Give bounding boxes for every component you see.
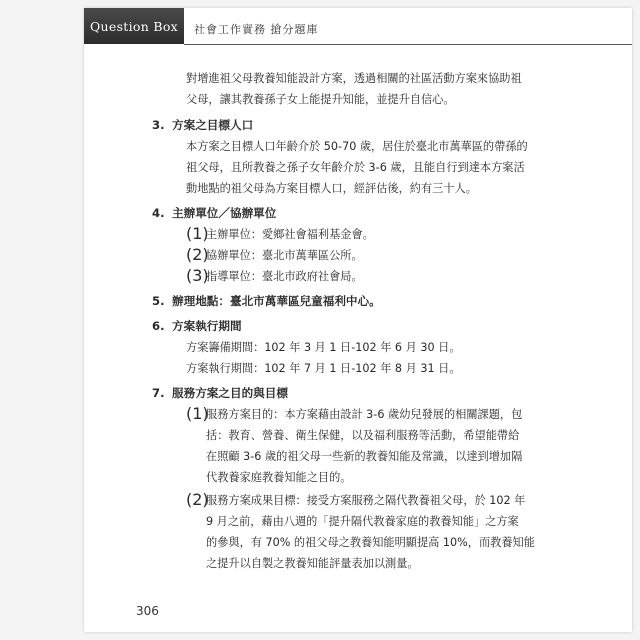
section-4 <box>152 202 582 287</box>
book-page <box>84 8 632 632</box>
page-content <box>152 68 582 574</box>
section-line: 方案執行期間：102 年 7 月 1 日-102 年 8 月 31 日。 <box>186 362 461 375</box>
section-number: 7. <box>152 386 165 400</box>
section-heading: 方案執行期間 <box>172 319 242 333</box>
intro-line: 對增進祖父母教養知能設計方案，透過相關的社區活動方案來協助祖 <box>186 72 522 85</box>
item-line: 服務方案目的：本方案藉由設計 3-6 歲幼兒發展的相關課題，包 <box>206 408 523 421</box>
item-label: (2) <box>186 490 209 509</box>
intro-line: 父母，讓其教養孫子女上能提升知能，並提升自信心。 <box>186 93 455 106</box>
section-heading: 服務方案之目的與目標 <box>172 386 288 400</box>
item-line: 之提升以自製之教養知能評量表加以測量。 <box>206 557 419 570</box>
list-item <box>172 490 582 574</box>
section-number: 6. <box>152 319 165 333</box>
item-line: 代教養家庭教養知能之目的。 <box>206 471 352 484</box>
section-number: 3. <box>152 118 165 132</box>
section-7 <box>152 382 582 574</box>
item-line: 括：教育、營養、衛生保健，以及福利服務等活動，希望能帶給 <box>206 429 520 442</box>
list-item <box>172 404 582 488</box>
section-line: 方案籌備期間：102 年 3 月 1 日-102 年 6 月 30 日。 <box>186 341 461 354</box>
list-item <box>172 224 582 245</box>
section-line: 動地點的祖父母為方案目標人口，經評估後，約有三十人。 <box>186 182 477 195</box>
tab-label: Question Box <box>89 18 179 34</box>
item-label: (2) <box>186 245 209 264</box>
header-rule <box>184 44 632 45</box>
item-text: 主辦單位：愛鄉社會福利基金會。 <box>206 228 374 241</box>
running-header-title: 社會工作實務 搶分題庫 <box>194 23 319 36</box>
item-label: (3) <box>186 266 209 285</box>
item-line: 的參與，有 70% 的祖父母之教養知能明顯提高 10%，而教養知能 <box>206 536 535 549</box>
section-line: 祖父母，且所教養之孫子女年齡介於 3-6 歲，且能自行到達本方案活 <box>186 161 525 174</box>
question-box-tab <box>84 8 184 44</box>
section-number: 5. <box>152 294 165 308</box>
item-label: (1) <box>186 224 209 243</box>
list-item <box>172 245 582 266</box>
section-6 <box>152 315 582 379</box>
section-3 <box>152 114 582 199</box>
item-label: (1) <box>186 404 209 423</box>
item-text: 協辦單位：臺北市萬華區公所。 <box>206 249 363 262</box>
intro-paragraph <box>172 68 582 110</box>
section-5 <box>152 290 582 312</box>
section-heading: 辦理地點：臺北市萬華區兒童福利中心。 <box>172 294 381 308</box>
item-line: 服務方案成果目標：接受方案服務之隔代教養祖父母，於 102 年 <box>206 494 526 507</box>
list-item <box>172 266 582 287</box>
page-number: 306 <box>136 604 159 618</box>
item-text: 指導單位：臺北市政府社會局。 <box>206 270 363 283</box>
section-line: 本方案之目標人口年齡介於 50-70 歲，居住於臺北市萬華區的帶孫的 <box>186 140 528 153</box>
item-line: 在照顧 3-6 歲的祖父母一些新的教養知能及常識，以達到增加隔 <box>206 450 523 463</box>
section-number: 4. <box>152 206 165 220</box>
item-line: 9 月之前，藉由八週的「提升隔代教養家庭的教養知能」之方案 <box>206 515 519 528</box>
section-heading: 主辦單位／協辦單位 <box>172 206 277 220</box>
section-heading: 方案之目標人口 <box>172 118 254 132</box>
